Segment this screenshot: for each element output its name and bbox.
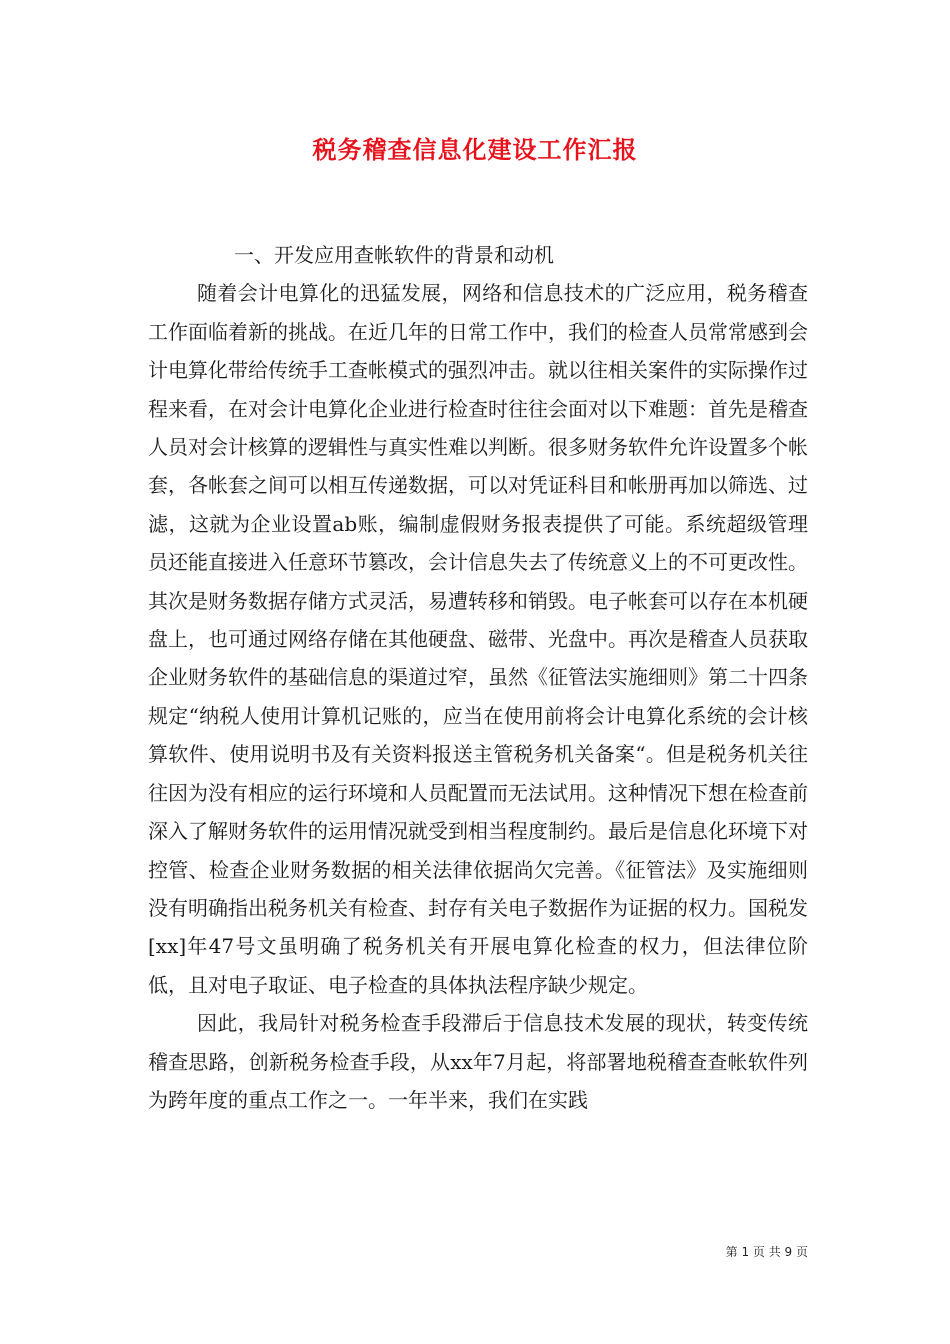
section-heading: 一、开发应用查帐软件的背景和动机 — [234, 243, 554, 267]
document-body — [148, 236, 808, 1119]
page-number-footer: 第 1 页 共 9 页 — [725, 1245, 808, 1259]
document-title: 税务稽查信息化建设工作汇报 — [312, 136, 638, 164]
paragraph-2: 因此，我局针对税务检查手段滞后于信息技术发展的现状，转变传统稽查思路，创新税务检查手段，从xx年7月起，将部署地税稽查查帐软件列为跨年度的重点工作之一。一年半来，我们在实践 — [148, 1011, 808, 1112]
paragraph-1: 随着会计电算化的迅猛发展，网络和信息技术的广泛应用，税务稽查工作面临着新的挑战。在近几年的日常工作中，我们的检查人员常常感到会计电算化带给传统手工查帐模式的强烈冲击。就以往相关案件的实际操作过程来看，在对会计电算化企业进行检查时往往会面对以下难题：首先是稽查人员对会计核算的逻辑性与真实性难以判断。很多财务软件允许设置多个帐套，各帐套之间可以相互传递数据，可以对凭证科目和帐册再加以筛选、过滤，这就为企业设置ab账，编制虚假财务报表提供了可能。系统超级管理员还能直接进入任意环节篡改，会计信息失去了传统意义上的不可更改性。其次是财务数据存储方式灵活，易遭转移和销毁。电子帐套可以存在本机硬盘上，也可通过网络存储在其他硬盘、磁带、光盘中。再次是稽查人员获取企业财务软件的基础信息的渠道过窄，虽然《征管法实施细则》第二十四条规定“纳税人使用计算机记账的，应当在使用前将会计电算化系统的会计核算软件、使用说明书及有关资料报送主管税务机关备案“。但是税务机关往往因为没有相应的运行环境和人员配置而无法试用。这种情况下想在检查前深入了解财务软件的运用情况就受到相当程度制约。最后是信息化环境下对控管、检查企业财务数据的相关法律依据尚欠完善。《征管法》及实施细则没有明确指出税务机关有检查、封存有关电子数据作为证据的权力。国税发[xx]年47号文虽明确了税务机关有开展电算化检查的权力，但法律位阶低，且对电子取证、电子检查的具体执法程序缺少规定。 — [148, 281, 808, 997]
